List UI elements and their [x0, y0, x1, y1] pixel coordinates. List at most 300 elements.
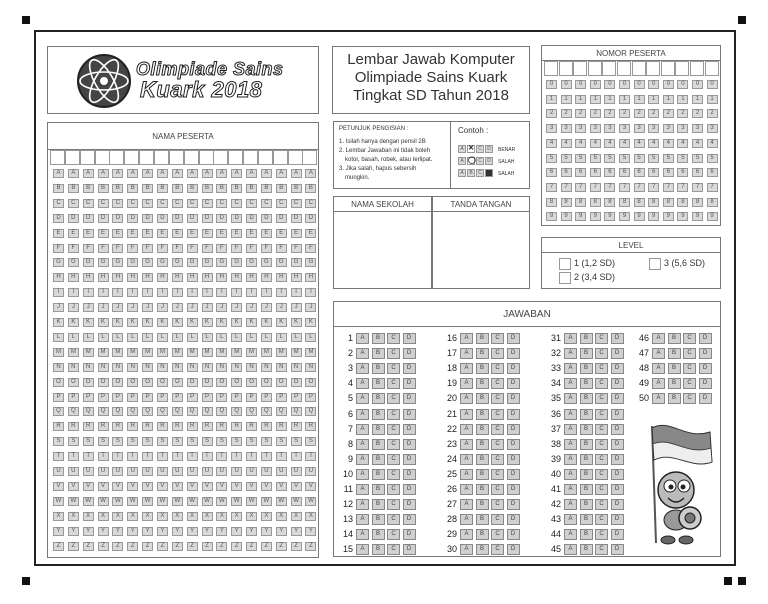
nama-letter-bubble[interactable]: M: [98, 348, 109, 357]
nama-letter-bubble[interactable]: E: [112, 229, 123, 238]
nama-letter-bubble[interactable]: K: [231, 318, 242, 327]
nama-letter-bubble[interactable]: H: [261, 273, 272, 282]
nama-letter-bubble[interactable]: X: [68, 512, 79, 521]
answer-bubble-d[interactable]: D: [507, 348, 520, 359]
nama-letter-bubble[interactable]: S: [127, 437, 138, 446]
nama-letter-bubble[interactable]: Z: [187, 542, 198, 551]
answer-bubble-a[interactable]: A: [460, 529, 473, 540]
nama-write-cell[interactable]: [80, 150, 95, 165]
nama-letter-bubble[interactable]: V: [53, 482, 64, 491]
nama-letter-bubble[interactable]: F: [142, 244, 153, 253]
answer-bubble-c[interactable]: C: [683, 393, 696, 404]
nama-letter-bubble[interactable]: O: [246, 378, 257, 387]
answer-bubble-d[interactable]: D: [611, 454, 624, 465]
answer-bubble-c[interactable]: C: [387, 363, 400, 374]
nama-letter-bubble[interactable]: A: [142, 169, 153, 178]
nama-letter-bubble[interactable]: A: [261, 169, 272, 178]
nama-letter-bubble[interactable]: V: [157, 482, 168, 491]
nomor-digit-bubble[interactable]: 9: [546, 212, 557, 221]
nama-letter-bubble[interactable]: G: [68, 258, 79, 267]
nama-letter-bubble[interactable]: F: [53, 244, 64, 253]
nama-letter-bubble[interactable]: T: [53, 452, 64, 461]
nama-letter-bubble[interactable]: S: [83, 437, 94, 446]
nama-letter-bubble[interactable]: V: [83, 482, 94, 491]
nomor-digit-bubble[interactable]: 4: [677, 139, 688, 148]
answer-bubble-a[interactable]: A: [564, 454, 577, 465]
nama-write-cell[interactable]: [169, 150, 184, 165]
nama-letter-bubble[interactable]: D: [53, 214, 64, 223]
answer-bubble-a[interactable]: A: [564, 409, 577, 420]
nama-letter-bubble[interactable]: T: [172, 452, 183, 461]
answer-bubble-a[interactable]: A: [564, 348, 577, 359]
nama-letter-bubble[interactable]: H: [112, 273, 123, 282]
nama-letter-bubble[interactable]: O: [157, 378, 168, 387]
answer-bubble-b[interactable]: B: [476, 439, 489, 450]
nama-letter-bubble[interactable]: J: [246, 303, 257, 312]
nama-letter-bubble[interactable]: V: [261, 482, 272, 491]
nama-letter-bubble[interactable]: Y: [68, 527, 79, 536]
nomor-digit-bubble[interactable]: 0: [692, 80, 703, 89]
answer-bubble-c[interactable]: C: [491, 409, 504, 420]
nomor-digit-bubble[interactable]: 9: [634, 212, 645, 221]
nomor-digit-bubble[interactable]: 6: [692, 168, 703, 177]
answer-bubble-a[interactable]: A: [356, 454, 369, 465]
answer-bubble-b[interactable]: B: [668, 348, 681, 359]
nama-letter-bubble[interactable]: S: [142, 437, 153, 446]
nama-letter-bubble[interactable]: N: [98, 363, 109, 372]
nomor-digit-bubble[interactable]: 3: [663, 124, 674, 133]
nomor-digit-bubble[interactable]: 7: [604, 183, 615, 192]
nama-letter-bubble[interactable]: U: [83, 467, 94, 476]
nama-letter-bubble[interactable]: T: [276, 452, 287, 461]
answer-bubble-d[interactable]: D: [403, 393, 416, 404]
nama-letter-bubble[interactable]: Z: [157, 542, 168, 551]
nama-letter-bubble[interactable]: H: [98, 273, 109, 282]
nama-letter-bubble[interactable]: H: [276, 273, 287, 282]
nama-letter-bubble[interactable]: J: [261, 303, 272, 312]
answer-bubble-b[interactable]: B: [580, 529, 593, 540]
nama-letter-bubble[interactable]: M: [305, 348, 316, 357]
nama-letter-bubble[interactable]: W: [53, 497, 64, 506]
nama-write-cell[interactable]: [139, 150, 154, 165]
nama-letter-bubble[interactable]: S: [261, 437, 272, 446]
nama-letter-bubble[interactable]: I: [216, 288, 227, 297]
nama-letter-bubble[interactable]: V: [231, 482, 242, 491]
nama-letter-bubble[interactable]: L: [246, 333, 257, 342]
nama-letter-bubble[interactable]: K: [187, 318, 198, 327]
nomor-digit-bubble[interactable]: 8: [590, 198, 601, 207]
nama-letter-bubble[interactable]: G: [112, 258, 123, 267]
nama-letter-bubble[interactable]: X: [202, 512, 213, 521]
answer-bubble-d[interactable]: D: [699, 393, 712, 404]
nomor-digit-bubble[interactable]: 5: [692, 154, 703, 163]
nama-letter-bubble[interactable]: B: [98, 184, 109, 193]
nama-letter-bubble[interactable]: C: [187, 199, 198, 208]
answer-bubble-a[interactable]: A: [356, 439, 369, 450]
nomor-digit-bubble[interactable]: 9: [663, 212, 674, 221]
nama-letter-bubble[interactable]: J: [276, 303, 287, 312]
nomor-digit-bubble[interactable]: 2: [590, 109, 601, 118]
answer-bubble-b[interactable]: B: [476, 393, 489, 404]
nama-letter-bubble[interactable]: W: [231, 497, 242, 506]
nama-letter-bubble[interactable]: X: [83, 512, 94, 521]
nomor-digit-bubble[interactable]: 3: [707, 124, 718, 133]
nama-letter-bubble[interactable]: F: [112, 244, 123, 253]
nomor-digit-bubble[interactable]: 2: [634, 109, 645, 118]
answer-bubble-a[interactable]: A: [652, 333, 665, 344]
nama-letter-bubble[interactable]: N: [231, 363, 242, 372]
nomor-digit-bubble[interactable]: 6: [634, 168, 645, 177]
answer-bubble-c[interactable]: C: [491, 514, 504, 525]
nama-letter-bubble[interactable]: X: [157, 512, 168, 521]
nama-letter-bubble[interactable]: L: [53, 333, 64, 342]
nama-letter-bubble[interactable]: T: [187, 452, 198, 461]
answer-bubble-c[interactable]: C: [387, 499, 400, 510]
nama-letter-bubble[interactable]: E: [127, 229, 138, 238]
nama-letter-bubble[interactable]: B: [68, 184, 79, 193]
answer-bubble-a[interactable]: A: [356, 424, 369, 435]
nama-letter-bubble[interactable]: A: [202, 169, 213, 178]
nomor-digit-bubble[interactable]: 0: [677, 80, 688, 89]
nomor-digit-bubble[interactable]: 2: [604, 109, 615, 118]
nama-letter-bubble[interactable]: N: [305, 363, 316, 372]
nama-letter-bubble[interactable]: Z: [291, 542, 302, 551]
nama-letter-bubble[interactable]: R: [202, 422, 213, 431]
nama-letter-bubble[interactable]: F: [187, 244, 198, 253]
nama-letter-bubble[interactable]: H: [127, 273, 138, 282]
nama-letter-bubble[interactable]: O: [276, 378, 287, 387]
nama-letter-bubble[interactable]: X: [142, 512, 153, 521]
answer-bubble-a[interactable]: A: [356, 544, 369, 555]
nama-write-cell[interactable]: [109, 150, 124, 165]
answer-bubble-d[interactable]: D: [507, 333, 520, 344]
nama-letter-bubble[interactable]: C: [68, 199, 79, 208]
answer-bubble-d[interactable]: D: [507, 499, 520, 510]
nama-letter-bubble[interactable]: W: [83, 497, 94, 506]
nama-letter-bubble[interactable]: L: [276, 333, 287, 342]
nama-write-cell[interactable]: [243, 150, 258, 165]
answer-bubble-c[interactable]: C: [595, 484, 608, 495]
nama-letter-bubble[interactable]: R: [112, 422, 123, 431]
nomor-digit-bubble[interactable]: 4: [604, 139, 615, 148]
nama-letter-bubble[interactable]: Y: [187, 527, 198, 536]
nama-letter-bubble[interactable]: L: [142, 333, 153, 342]
nomor-digit-bubble[interactable]: 9: [707, 212, 718, 221]
answer-bubble-b[interactable]: B: [476, 499, 489, 510]
nama-letter-bubble[interactable]: C: [172, 199, 183, 208]
nama-letter-bubble[interactable]: O: [53, 378, 64, 387]
answer-bubble-c[interactable]: C: [387, 333, 400, 344]
nama-letter-bubble[interactable]: L: [202, 333, 213, 342]
nama-letter-bubble[interactable]: K: [142, 318, 153, 327]
nama-letter-bubble[interactable]: M: [68, 348, 79, 357]
nama-letter-bubble[interactable]: W: [202, 497, 213, 506]
nama-letter-bubble[interactable]: K: [157, 318, 168, 327]
nama-letter-bubble[interactable]: A: [231, 169, 242, 178]
nama-letter-bubble[interactable]: M: [142, 348, 153, 357]
nama-letter-bubble[interactable]: Y: [112, 527, 123, 536]
nama-letter-bubble[interactable]: N: [276, 363, 287, 372]
answer-bubble-a[interactable]: A: [356, 409, 369, 420]
nama-letter-bubble[interactable]: L: [83, 333, 94, 342]
nama-letter-bubble[interactable]: I: [305, 288, 316, 297]
answer-bubble-d[interactable]: D: [403, 378, 416, 389]
nama-letter-bubble[interactable]: U: [172, 467, 183, 476]
answer-bubble-b[interactable]: B: [372, 409, 385, 420]
nama-letter-bubble[interactable]: S: [276, 437, 287, 446]
nama-letter-bubble[interactable]: H: [305, 273, 316, 282]
answer-bubble-d[interactable]: D: [403, 363, 416, 374]
nama-letter-bubble[interactable]: U: [276, 467, 287, 476]
answer-bubble-a[interactable]: A: [460, 409, 473, 420]
answer-bubble-a[interactable]: A: [460, 514, 473, 525]
nama-letter-bubble[interactable]: R: [187, 422, 198, 431]
nama-letter-bubble[interactable]: X: [187, 512, 198, 521]
nomor-digit-bubble[interactable]: 4: [707, 139, 718, 148]
nama-letter-bubble[interactable]: G: [172, 258, 183, 267]
nama-letter-bubble[interactable]: E: [276, 229, 287, 238]
answer-bubble-d[interactable]: D: [507, 529, 520, 540]
nama-letter-bubble[interactable]: F: [276, 244, 287, 253]
nomor-digit-bubble[interactable]: 2: [663, 109, 674, 118]
nama-letter-bubble[interactable]: H: [83, 273, 94, 282]
nama-letter-bubble[interactable]: E: [231, 229, 242, 238]
nama-letter-bubble[interactable]: W: [261, 497, 272, 506]
nama-letter-bubble[interactable]: S: [291, 437, 302, 446]
nama-letter-bubble[interactable]: P: [142, 393, 153, 402]
answer-bubble-d[interactable]: D: [699, 333, 712, 344]
nama-letter-bubble[interactable]: U: [112, 467, 123, 476]
nama-letter-bubble[interactable]: W: [187, 497, 198, 506]
nama-letter-bubble[interactable]: Z: [202, 542, 213, 551]
nama-letter-bubble[interactable]: F: [216, 244, 227, 253]
nama-letter-bubble[interactable]: P: [53, 393, 64, 402]
nama-letter-bubble[interactable]: E: [83, 229, 94, 238]
answer-bubble-a[interactable]: A: [652, 378, 665, 389]
nomor-digit-bubble[interactable]: 4: [634, 139, 645, 148]
nama-letter-bubble[interactable]: Q: [291, 407, 302, 416]
nama-letter-bubble[interactable]: R: [261, 422, 272, 431]
nama-letter-bubble[interactable]: L: [187, 333, 198, 342]
nama-letter-bubble[interactable]: S: [202, 437, 213, 446]
nama-letter-bubble[interactable]: B: [305, 184, 316, 193]
nomor-digit-bubble[interactable]: 2: [648, 109, 659, 118]
nomor-digit-bubble[interactable]: 4: [575, 139, 586, 148]
nama-letter-bubble[interactable]: X: [127, 512, 138, 521]
answer-bubble-d[interactable]: D: [611, 378, 624, 389]
nama-letter-bubble[interactable]: N: [202, 363, 213, 372]
nama-write-cell[interactable]: [258, 150, 273, 165]
nama-letter-bubble[interactable]: U: [216, 467, 227, 476]
answer-bubble-c[interactable]: C: [491, 393, 504, 404]
nama-letter-bubble[interactable]: O: [98, 378, 109, 387]
nomor-write-cell[interactable]: [559, 61, 573, 76]
nama-letter-bubble[interactable]: H: [157, 273, 168, 282]
nama-letter-bubble[interactable]: I: [157, 288, 168, 297]
nomor-digit-bubble[interactable]: 6: [677, 168, 688, 177]
nama-letter-bubble[interactable]: D: [83, 214, 94, 223]
nama-write-cell[interactable]: [50, 150, 65, 165]
nama-letter-bubble[interactable]: Z: [98, 542, 109, 551]
answer-bubble-a[interactable]: A: [564, 484, 577, 495]
answer-bubble-c[interactable]: C: [595, 469, 608, 480]
nama-letter-bubble[interactable]: U: [98, 467, 109, 476]
nama-letter-bubble[interactable]: F: [157, 244, 168, 253]
nama-letter-bubble[interactable]: Q: [216, 407, 227, 416]
nama-letter-bubble[interactable]: H: [68, 273, 79, 282]
nama-letter-bubble[interactable]: G: [53, 258, 64, 267]
nomor-digit-bubble[interactable]: 7: [648, 183, 659, 192]
nomor-digit-bubble[interactable]: 5: [604, 154, 615, 163]
nama-letter-bubble[interactable]: Q: [157, 407, 168, 416]
nama-letter-bubble[interactable]: R: [157, 422, 168, 431]
answer-bubble-b[interactable]: B: [580, 454, 593, 465]
nama-letter-bubble[interactable]: D: [172, 214, 183, 223]
nama-letter-bubble[interactable]: R: [276, 422, 287, 431]
nama-letter-bubble[interactable]: M: [83, 348, 94, 357]
nama-letter-bubble[interactable]: W: [98, 497, 109, 506]
answer-bubble-d[interactable]: D: [611, 348, 624, 359]
nama-letter-bubble[interactable]: K: [53, 318, 64, 327]
nama-letter-bubble[interactable]: J: [187, 303, 198, 312]
nama-letter-bubble[interactable]: F: [127, 244, 138, 253]
nama-letter-bubble[interactable]: B: [246, 184, 257, 193]
nomor-digit-bubble[interactable]: 1: [707, 95, 718, 104]
nomor-digit-bubble[interactable]: 2: [707, 109, 718, 118]
nomor-digit-bubble[interactable]: 6: [575, 168, 586, 177]
nama-letter-bubble[interactable]: L: [172, 333, 183, 342]
nama-letter-bubble[interactable]: Z: [127, 542, 138, 551]
nama-letter-bubble[interactable]: N: [246, 363, 257, 372]
nama-letter-bubble[interactable]: R: [231, 422, 242, 431]
nama-letter-bubble[interactable]: G: [261, 258, 272, 267]
nama-letter-bubble[interactable]: Q: [98, 407, 109, 416]
nama-letter-bubble[interactable]: Q: [142, 407, 153, 416]
nama-letter-bubble[interactable]: G: [291, 258, 302, 267]
nama-letter-bubble[interactable]: A: [157, 169, 168, 178]
answer-bubble-b[interactable]: B: [476, 469, 489, 480]
nama-letter-bubble[interactable]: V: [127, 482, 138, 491]
nama-letter-bubble[interactable]: K: [216, 318, 227, 327]
nama-letter-bubble[interactable]: F: [172, 244, 183, 253]
nama-letter-bubble[interactable]: E: [172, 229, 183, 238]
nama-letter-bubble[interactable]: J: [157, 303, 168, 312]
nama-letter-bubble[interactable]: X: [291, 512, 302, 521]
nama-letter-bubble[interactable]: U: [291, 467, 302, 476]
nama-letter-bubble[interactable]: A: [216, 169, 227, 178]
nama-letter-bubble[interactable]: N: [187, 363, 198, 372]
nama-letter-bubble[interactable]: Y: [261, 527, 272, 536]
nomor-digit-bubble[interactable]: 7: [561, 183, 572, 192]
answer-bubble-b[interactable]: B: [372, 348, 385, 359]
nama-letter-bubble[interactable]: C: [83, 199, 94, 208]
nama-letter-bubble[interactable]: K: [305, 318, 316, 327]
nama-letter-bubble[interactable]: T: [216, 452, 227, 461]
nama-write-cell[interactable]: [184, 150, 199, 165]
answer-bubble-b[interactable]: B: [580, 499, 593, 510]
nama-letter-bubble[interactable]: X: [53, 512, 64, 521]
nama-letter-bubble[interactable]: A: [246, 169, 257, 178]
nomor-digit-bubble[interactable]: 1: [561, 95, 572, 104]
nomor-digit-bubble[interactable]: 6: [648, 168, 659, 177]
nama-letter-bubble[interactable]: N: [112, 363, 123, 372]
nomor-digit-bubble[interactable]: 1: [634, 95, 645, 104]
nama-letter-bubble[interactable]: K: [68, 318, 79, 327]
nama-letter-bubble[interactable]: C: [261, 199, 272, 208]
nama-letter-bubble[interactable]: P: [216, 393, 227, 402]
nama-letter-bubble[interactable]: P: [127, 393, 138, 402]
nama-letter-bubble[interactable]: Y: [172, 527, 183, 536]
nomor-digit-bubble[interactable]: 2: [575, 109, 586, 118]
level-3-checkbox[interactable]: [649, 258, 661, 270]
answer-bubble-b[interactable]: B: [372, 544, 385, 555]
answer-bubble-c[interactable]: C: [387, 439, 400, 450]
nama-letter-bubble[interactable]: H: [291, 273, 302, 282]
nomor-digit-bubble[interactable]: 3: [692, 124, 703, 133]
nama-letter-bubble[interactable]: Z: [68, 542, 79, 551]
nama-letter-bubble[interactable]: A: [83, 169, 94, 178]
answer-bubble-a[interactable]: A: [460, 484, 473, 495]
nama-letter-bubble[interactable]: O: [231, 378, 242, 387]
answer-bubble-b[interactable]: B: [580, 393, 593, 404]
nama-letter-bubble[interactable]: R: [305, 422, 316, 431]
nama-letter-bubble[interactable]: L: [68, 333, 79, 342]
nama-letter-bubble[interactable]: N: [127, 363, 138, 372]
nama-letter-bubble[interactable]: S: [98, 437, 109, 446]
nama-letter-bubble[interactable]: L: [127, 333, 138, 342]
nama-letter-bubble[interactable]: L: [261, 333, 272, 342]
answer-bubble-c[interactable]: C: [387, 424, 400, 435]
nama-letter-bubble[interactable]: K: [172, 318, 183, 327]
nama-letter-bubble[interactable]: O: [291, 378, 302, 387]
nama-letter-bubble[interactable]: D: [291, 214, 302, 223]
nama-letter-bubble[interactable]: L: [98, 333, 109, 342]
answer-bubble-d[interactable]: D: [611, 499, 624, 510]
answer-bubble-d[interactable]: D: [403, 348, 416, 359]
answer-bubble-b[interactable]: B: [580, 348, 593, 359]
nomor-digit-bubble[interactable]: 4: [692, 139, 703, 148]
nama-letter-bubble[interactable]: B: [291, 184, 302, 193]
answer-bubble-b[interactable]: B: [580, 484, 593, 495]
answer-bubble-d[interactable]: D: [611, 439, 624, 450]
answer-bubble-c[interactable]: C: [491, 499, 504, 510]
answer-bubble-a[interactable]: A: [356, 529, 369, 540]
nama-letter-bubble[interactable]: X: [261, 512, 272, 521]
nama-letter-bubble[interactable]: I: [53, 288, 64, 297]
answer-bubble-c[interactable]: C: [491, 439, 504, 450]
answer-bubble-b[interactable]: B: [372, 363, 385, 374]
nama-letter-bubble[interactable]: E: [53, 229, 64, 238]
nomor-digit-bubble[interactable]: 8: [648, 198, 659, 207]
nomor-digit-bubble[interactable]: 1: [648, 95, 659, 104]
answer-bubble-d[interactable]: D: [507, 484, 520, 495]
answer-bubble-c[interactable]: C: [387, 544, 400, 555]
nama-letter-bubble[interactable]: I: [231, 288, 242, 297]
nama-letter-bubble[interactable]: Q: [68, 407, 79, 416]
nama-letter-bubble[interactable]: M: [246, 348, 257, 357]
answer-bubble-d[interactable]: D: [403, 454, 416, 465]
nama-letter-bubble[interactable]: B: [127, 184, 138, 193]
nama-letter-bubble[interactable]: Y: [98, 527, 109, 536]
nama-letter-bubble[interactable]: Y: [53, 527, 64, 536]
nomor-digit-bubble[interactable]: 8: [575, 198, 586, 207]
nama-letter-bubble[interactable]: T: [127, 452, 138, 461]
nomor-digit-bubble[interactable]: 0: [604, 80, 615, 89]
answer-bubble-c[interactable]: C: [683, 363, 696, 374]
nama-letter-bubble[interactable]: O: [112, 378, 123, 387]
nomor-write-cell[interactable]: [602, 61, 616, 76]
nama-letter-bubble[interactable]: H: [53, 273, 64, 282]
